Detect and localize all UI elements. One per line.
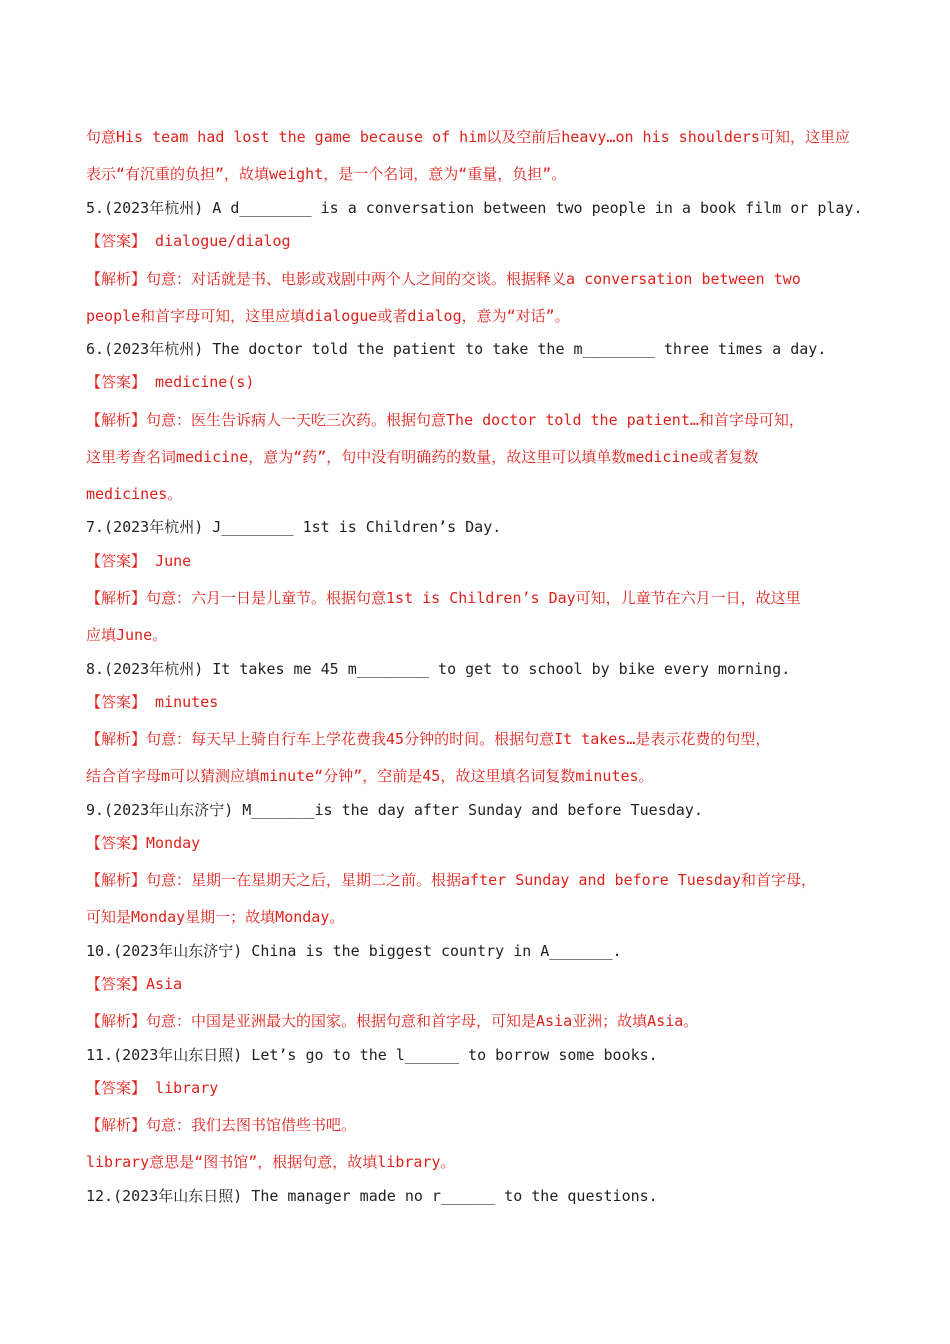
answer-text: minutes xyxy=(146,693,219,711)
analysis-tag: 【解析】 xyxy=(86,589,147,607)
question-5: 5.(2023年杭州) A d________ is a conversation between two people in a book film or play. xyxy=(86,199,863,217)
answer-tag: 【答案】 xyxy=(86,552,147,570)
analysis-8-line-2: 结合首字母m可以猜测应填minute“分钟”，空前是45，故这里填名词复数minutes。 xyxy=(86,767,654,785)
intro-line-2: 表示“有沉重的负担”，故填weight，是一个名词，意为“重量，负担”。 xyxy=(86,165,567,183)
analysis-5-line-1 xyxy=(86,268,870,290)
question-7: 7.(2023年杭州) J________ 1st is Children’s Day. xyxy=(86,518,502,536)
answer-text: dialogue/dialog xyxy=(146,232,291,250)
analysis-9-line-1 xyxy=(86,869,870,891)
analysis-tag: 【解析】 xyxy=(86,1116,147,1134)
answer-text: Asia xyxy=(146,975,183,993)
analysis-6-line-1 xyxy=(86,409,870,431)
analysis-11-line-2: library意思是“图书馆”，根据句意，故填library。 xyxy=(86,1153,456,1171)
answer-tag: 【答案】 xyxy=(86,834,147,852)
answer-8 xyxy=(86,691,870,713)
analysis-tag: 【解析】 xyxy=(86,871,147,889)
answer-text: Monday xyxy=(146,834,201,852)
answer-text: medicine(s) xyxy=(146,373,255,391)
question-6: 6.(2023年杭州) The doctor told the patient to take the m________ three times a day. xyxy=(86,340,827,358)
analysis-text: 句意：对话就是书、电影或戏剧中两个人之间的交谈。根据释义a conversation between two xyxy=(146,270,801,288)
analysis-text: 句意：六月一日是儿童节。根据句意1st is Children’s Day可知，儿童节在六月一日，故这里 xyxy=(146,589,801,607)
analysis-tag: 【解析】 xyxy=(86,730,147,748)
answer-text: June xyxy=(146,552,192,570)
answer-tag: 【答案】 xyxy=(86,232,147,250)
analysis-text: 句意：星期一在星期天之后，星期二之前。根据after Sunday and before Tuesday和首字母， xyxy=(146,871,816,889)
analysis-5-line-2: people和首字母可知，这里应填dialogue或者dialog，意为“对话”。 xyxy=(86,307,570,325)
answer-text: library xyxy=(146,1079,219,1097)
answer-10 xyxy=(86,973,870,995)
question-12: 12.(2023年山东日照) The manager made no r______ to the questions. xyxy=(86,1187,658,1205)
analysis-text: 句意：医生告诉病人一天吃三次药。根据句意The doctor told the patient…和首字母可知， xyxy=(146,411,804,429)
question-11: 11.(2023年山东日照) Let’s go to the l______ to borrow some books. xyxy=(86,1046,658,1064)
analysis-6-line-2: 这里考查名词medicine，意为“药”，句中没有明确药的数量，故这里可以填单数medicine或者复数 xyxy=(86,448,759,466)
analysis-7-line-1 xyxy=(86,587,870,609)
answer-11 xyxy=(86,1077,870,1099)
answer-tag: 【答案】 xyxy=(86,373,147,391)
analysis-text: 句意：中国是亚洲最大的国家。根据句意和首字母，可知是Asia亚洲；故填Asia。 xyxy=(146,1012,699,1030)
answer-7 xyxy=(86,550,870,572)
question-10: 10.(2023年山东济宁) China is the biggest country in A_______. xyxy=(86,942,622,960)
analysis-8-line-1 xyxy=(86,728,870,750)
answer-tag: 【答案】 xyxy=(86,1079,147,1097)
analysis-tag: 【解析】 xyxy=(86,270,147,288)
analysis-text: 句意：每天早上骑自行车上学花费我45分钟的时间。根据句意It takes…是表示花费的句型， xyxy=(146,730,771,748)
answer-9 xyxy=(86,832,870,854)
question-8: 8.(2023年杭州) It takes me 45 m________ to get to school by bike every morning. xyxy=(86,660,791,678)
answer-6 xyxy=(86,371,870,393)
question-9: 9.(2023年山东济宁) M_______is the day after Sunday and before Tuesday. xyxy=(86,801,703,819)
analysis-text: 句意：我们去图书馆借些书吧。 xyxy=(146,1116,357,1134)
analysis-11-line-1 xyxy=(86,1114,870,1136)
analysis-9-line-2: 可知是Monday星期一；故填Monday。 xyxy=(86,908,345,926)
analysis-tag: 【解析】 xyxy=(86,1012,147,1030)
answer-tag: 【答案】 xyxy=(86,975,147,993)
answer-5 xyxy=(86,230,870,252)
analysis-6-line-3: medicines。 xyxy=(86,485,183,503)
intro-line-1: 句意His team had lost the game because of him以及空前后heavy…on his shoulders可知，这里应 xyxy=(86,128,850,146)
answer-tag: 【答案】 xyxy=(86,693,147,711)
analysis-7-line-2: 应填June。 xyxy=(86,626,168,644)
analysis-tag: 【解析】 xyxy=(86,411,147,429)
analysis-10-line-1 xyxy=(86,1010,870,1032)
